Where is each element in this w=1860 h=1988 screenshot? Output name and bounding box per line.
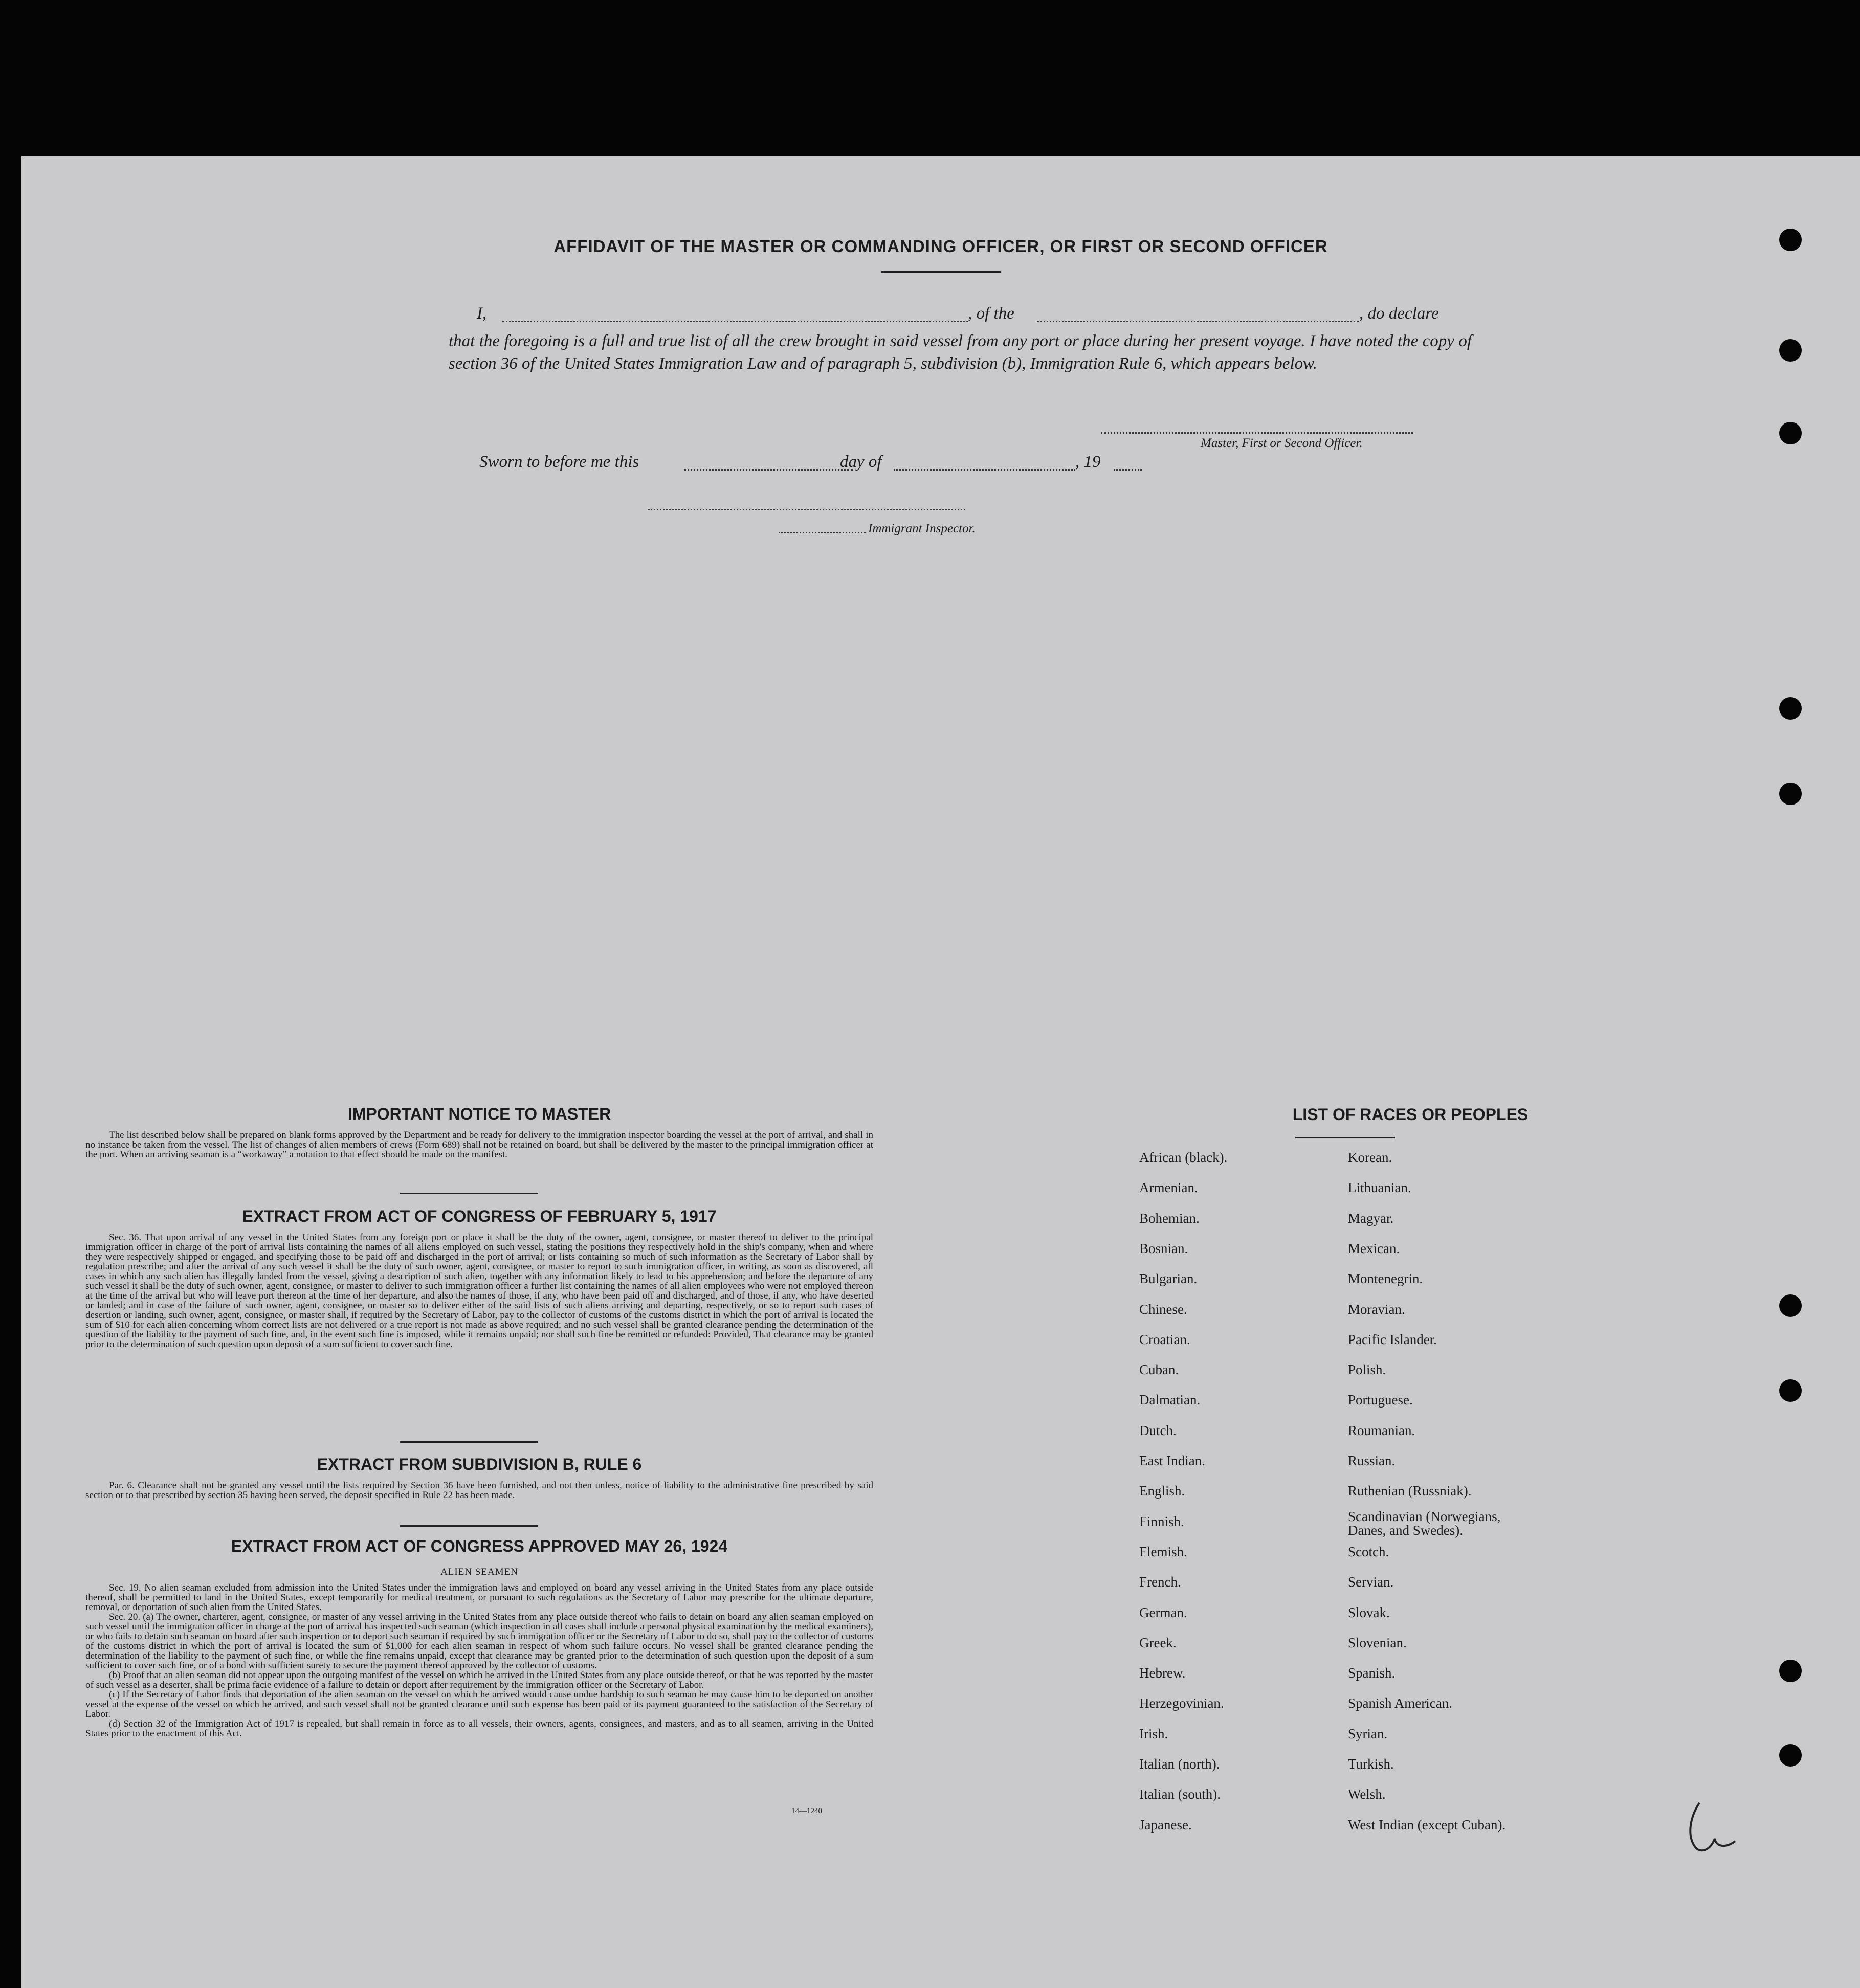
form-number: 14—1240 [791, 1807, 822, 1815]
race-entry: Flemish. [1139, 1544, 1187, 1559]
year-prefix: , 19 [1075, 453, 1101, 471]
signature-caption: Master, First or Second Officer. [1201, 436, 1363, 450]
race-entry: Slovenian. [1348, 1635, 1407, 1650]
race-entry: Lithuanian. [1348, 1180, 1411, 1196]
race-entry: Portuguese. [1348, 1392, 1413, 1408]
race-entry: Welsh. [1348, 1786, 1386, 1802]
race-entry: Chinese. [1139, 1301, 1187, 1317]
name-field[interactable] [502, 321, 968, 322]
race-entry: Italian (north). [1139, 1756, 1220, 1772]
alien-seamen-subtitle: ALIEN SEAMEN [440, 1567, 518, 1577]
race-entry: Magyar. [1348, 1210, 1394, 1226]
affidavit-title: AFFIDAVIT OF THE MASTER OR COMMANDING OFFICER, OR FIRST OR SECOND OFFICER [553, 237, 1328, 256]
punch-hole [1779, 697, 1802, 720]
race-entry: Syrian. [1348, 1726, 1388, 1741]
notice-text [85, 1130, 873, 1159]
race-entry: Scotch. [1348, 1544, 1389, 1559]
race-entry: Herzegovinian. [1139, 1695, 1224, 1711]
extract-1924-title: EXTRACT FROM ACT OF CONGRESS APPROVED MAY 26, 1924 [231, 1537, 728, 1555]
punch-hole [1779, 1294, 1802, 1317]
race-entry: Cuban. [1139, 1362, 1179, 1378]
inspector-signature-field[interactable] [648, 509, 965, 510]
races-title-underline [1295, 1137, 1395, 1138]
vessel-field[interactable] [1037, 321, 1359, 322]
affidavit-body: that the foregoing is a full and true list of all the crew brought in said vessel from any port or place during her present voyage. I have noted the copy of section 36 of the United States Immigration Law and of paragraph 5, subdivision (b), Immigration Rule 6, which appears below. [449, 332, 1472, 373]
do-declare-text: , do declare [1359, 304, 1439, 323]
section-divider [400, 1441, 538, 1443]
sworn-year-field[interactable] [1114, 469, 1142, 471]
punch-hole [1779, 1744, 1802, 1767]
form-page [21, 156, 1860, 1988]
day-of-text: day of [840, 453, 882, 471]
title-underline [881, 271, 1001, 273]
race-entry: Korean. [1348, 1150, 1392, 1165]
extract-1917-title: EXTRACT FROM ACT OF CONGRESS OF FEBRUARY 5, 1917 [242, 1207, 717, 1225]
punch-hole [1779, 339, 1802, 362]
race-entry: Moravian. [1348, 1301, 1405, 1317]
race-entry: Spanish. [1348, 1665, 1396, 1681]
race-entry: Italian (south). [1139, 1786, 1221, 1802]
race-entry: Bohemian. [1139, 1210, 1200, 1226]
handwritten-mark [1684, 1798, 1745, 1859]
extract-1924-text [85, 1583, 873, 1738]
extract-rule6-title: EXTRACT FROM SUBDIVISION B, RULE 6 [317, 1455, 642, 1473]
punch-hole [1779, 1379, 1802, 1402]
notice-title: IMPORTANT NOTICE TO MASTER [347, 1105, 611, 1123]
sworn-text: Sworn to before me this [479, 453, 639, 471]
race-entry: Croatian. [1139, 1331, 1190, 1347]
punch-hole [1779, 1660, 1802, 1682]
race-entry: Japanese. [1139, 1817, 1192, 1833]
punch-hole [1779, 422, 1802, 444]
inspector-name-field[interactable] [779, 532, 866, 533]
race-entry: Ruthenian (Russniak). [1348, 1483, 1472, 1499]
affidavit-pronoun: I, [477, 304, 487, 323]
sworn-month-field[interactable] [894, 469, 1075, 471]
of-the-text: , of the [968, 304, 1014, 323]
sec-20c-paragraph: (c) If the Secretary of Labor finds that deportation of the alien seaman on the vessel on which he arrived would cause undue hardship to such seaman he may cause him to be deported on another vessel at the expense of the vessel on which he arrived, and such vessel shall not be granted clearance until such expense has been paid or its payment guaranteed to the satisfaction of the Secretary of Labor. [85, 1689, 873, 1719]
race-entry: Dutch. [1139, 1422, 1177, 1438]
section-divider [400, 1193, 538, 1194]
race-entry: Bulgarian. [1139, 1271, 1198, 1287]
race-entry: East Indian. [1139, 1453, 1205, 1468]
par-6-paragraph: Par. 6. Clearance shall not be granted any vessel until the lists required by Section 36 have been furnished, and not then unless, notice of liability to the administrative fine prescribed by said section or to that prescribed by section 35 having been served, the deposit specified in Rule 22 has been made. [85, 1480, 873, 1501]
race-entry: Bosnian. [1139, 1240, 1188, 1256]
race-entry: English. [1139, 1483, 1185, 1499]
race-entry: Irish. [1139, 1726, 1168, 1741]
race-entry: French. [1139, 1574, 1181, 1590]
race-entry: Slovak. [1348, 1604, 1390, 1620]
race-entry: Servian. [1348, 1574, 1394, 1590]
inspector-caption: Immigrant Inspector. [868, 522, 976, 535]
extract-rule6-text [85, 1481, 873, 1500]
race-entry: Pacific Islander. [1348, 1331, 1437, 1347]
races-title: LIST OF RACES OR PEOPLES [1292, 1105, 1529, 1124]
race-entry: Scandinavian (Norwegians, Danes, and Swedes). [1348, 1508, 1501, 1538]
race-entry: Russian. [1348, 1453, 1396, 1468]
race-entry: West Indian (except Cuban). [1348, 1817, 1506, 1833]
race-entry: Dalmatian. [1139, 1392, 1201, 1408]
race-entry: Turkish. [1348, 1756, 1394, 1772]
race-entry: Montenegrin. [1348, 1271, 1423, 1287]
race-entry: Hebrew. [1139, 1665, 1186, 1681]
sworn-day-field[interactable] [684, 469, 853, 471]
officer-signature-field[interactable] [1101, 432, 1413, 434]
race-entry: Polish. [1348, 1362, 1386, 1378]
sec-36-paragraph: Sec. 36. That upon arrival of any vessel in the United States from any foreign port or place it shall be the duty of the owner, agent, consignee, or master thereof to deliver to the principal immigration officer in charge of the port of arrival lists containing the names of all aliens employed on such vessel, stating the positions they respectively hold in the ship's company, when and where they were respectively shipped or engaged, and specifying those to be paid off and discharged in the port of arrival; or lists containing so much of such information as the Secretary of Labor shall by regulation prescribe; and after the arrival of any such vessel it shall be the duty of such owner, agent, consignee, or master to report to such immigration officer, in writing, as soon as discovered, all cases in which any such alien has illegally landed from the vessel, giving a description of such alien, together with any information likely to lead to his apprehension; and before the departure of any such vessel it shall be the duty of such owner, agent, consignee, or master to deliver to such immigration officer a further list containing the names of all alien employees who were not employed thereon at the time of the arrival but who will leave port thereon at the time of her departure, and also the names of those, if any, who have been paid off and discharged, and of those, if any, who have deserted or landed; and in case of the failure of such owner, agent, consignee, or master so to deliver either of the said lists of such aliens arriving and departing, respectively, or so to report such cases of desertion or landing, such owner, agent, consignee, or master shall, if required by the Secretary of Labor, pay to the collector of customs of the customs district in which the port of arrival is located the sum of $10 for each alien concerning whom correct lists are not delivered or a true report is not made as above required; and no such vessel shall be granted clearance pending the determination of the question of the liability to the payment of such fine, and, in the event such fine is imposed, while it remains unpaid; nor shall such fine be remitted or refunded: Provided, That clearance may be granted prior to the determination of such question upon deposit of a sum sufficient to cover such fine. [85, 1232, 873, 1350]
notice-paragraph: The list described below shall be prepared on blank forms approved by the Department and be ready for delivery to the immigration inspector boarding the vessel at the port of arrival, and shall in no instance be taken from the vessel. The list of changes of alien members of crews (Form 689) shall not be retained on board, but shall be delivered by the master to the principal immigration officer at the port. When an arriving seaman is a “workaway” a notation to that effect should be made on the manifest. [85, 1130, 873, 1160]
sec-20a-paragraph: Sec. 20. (a) The owner, charterer, agent, consignee, or master of any vessel arriving in the United States from any place outside thereof who fails to detain on board any alien seaman employed on such vessel until the immigration officer in charge at the port of arrival has inspected such seaman (which inspection in all cases shall include a personal physical examination by the medical examiners), or who fails to detain such seaman on board after such inspection or to deport such seaman if required by such immigration officer or the Secretary of Labor to do so, shall pay to the collector of customs of the customs district in which the port of arrival is located the sum of $1,000 for each alien seaman in respect of whom such failure occurs. No vessel shall be granted clearance pending the determination of the liability to the payment of such fine, or while the fine remains unpaid, except that clearance may be granted prior to the determination of such question upon the deposit of a sum sufficient to cover such fine, or of a bond with sufficient surety to secure the payment thereof approved by the collector of customs. [85, 1612, 873, 1671]
section-divider [400, 1525, 538, 1527]
sec-20b-paragraph: (b) Proof that an alien seaman did not appear upon the outgoing manifest of the vessel on which he arrived in the United States from any place outside thereof, or that he was reported by the master of such vessel as a deserter, shall be prima facie evidence of a failure to detain or deport after requirement by the immigration officer or the Secretary of Labor. [85, 1670, 873, 1690]
race-entry: Spanish American. [1348, 1695, 1452, 1711]
race-entry: Roumanian. [1348, 1422, 1415, 1438]
race-entry: German. [1139, 1604, 1187, 1620]
race-entry: African (black). [1139, 1150, 1228, 1165]
race-entry: Mexican. [1348, 1240, 1400, 1256]
sec-19-paragraph: Sec. 19. No alien seaman excluded from admission into the United States under the immigration laws and employed on board any vessel arriving in the United States from any place outside thereof, shall be permitted to land in the United States, except temporarily for medical treatment, or pursuant to such regulations as the Secretary of Labor may prescribe for the ultimate departure, removal, or deportation of such alien from the United States. [85, 1582, 873, 1613]
punch-hole [1779, 783, 1802, 805]
race-entry: Armenian. [1139, 1180, 1198, 1196]
sec-20d-paragraph: (d) Section 32 of the Immigration Act of 1917 is repealed, but shall remain in force as to all vessels, their owners, agents, consignees, and masters, and as to all seamen, arriving in the United States prior to the enactment of this Act. [85, 1718, 873, 1739]
race-entry: Greek. [1139, 1635, 1177, 1650]
race-entry: Finnish. [1139, 1513, 1184, 1529]
extract-1917-text [85, 1233, 873, 1349]
